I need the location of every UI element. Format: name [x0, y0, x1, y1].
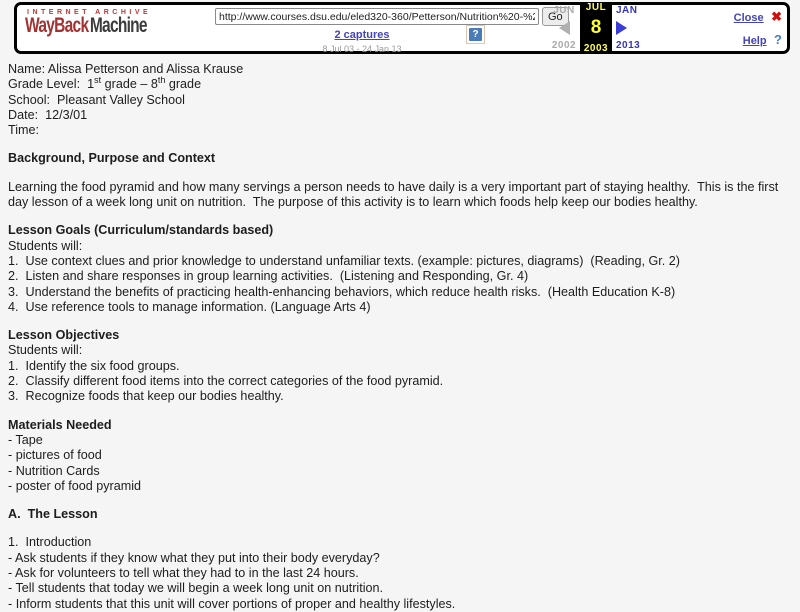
prev-year-label: 2002 — [551, 40, 577, 51]
lesson-goal-item: 3. Understand the benefits of practicing health-enhancing behaviors, which reduce health risks. (Health Education K-8) — [8, 284, 676, 299]
question-mark-icon: ? — [469, 28, 482, 41]
url-input[interactable] — [215, 8, 539, 25]
captures-block — [282, 25, 442, 54]
wordmark-machine: Machine — [89, 14, 147, 37]
introduction-item: - Inform students that this unit will cover portions of proper and healthy lifestyles. — [8, 596, 456, 611]
next-month-label[interactable]: JAN — [616, 5, 638, 16]
next-capture-arrow-icon[interactable] — [616, 21, 627, 35]
lesson-objectives-intro: Students will: — [8, 343, 83, 358]
current-day-label: 8 — [590, 17, 602, 38]
material-item: - poster of food pyramid — [8, 478, 141, 493]
introduction-heading: 1. Introduction — [8, 535, 92, 550]
archived-page-content — [8, 62, 794, 612]
timeline-help-icon[interactable] — [466, 25, 485, 44]
materials-section — [8, 418, 794, 494]
lesson-goals-intro: Students will: — [8, 238, 83, 253]
prev-capture-arrow-icon — [559, 21, 570, 35]
lesson-heading: A. The Lesson — [8, 507, 98, 522]
lesson-goal-item: 1. Use context clues and prior knowledge to understand unfamiliar texts. (example: pictures, diagrams) (Reading, Gr. 2) — [8, 253, 680, 268]
lesson-goals-section — [8, 223, 794, 315]
prev-month-label: JUN — [553, 5, 575, 16]
doc-time-line: Time: — [8, 123, 40, 138]
ordinal-sup: th — [157, 75, 166, 86]
lesson-objective-item: 1. Identify the six food groups. — [8, 358, 180, 373]
wayback-logo[interactable] — [25, 9, 190, 35]
lesson-goals-heading: Lesson Goals (Curriculum/standards based) — [8, 223, 274, 238]
close-toolbar-block — [734, 8, 782, 26]
introduction-item: - Ask for volunteers to tell what they had to in the last 24 hours. — [8, 566, 359, 581]
help-link[interactable]: Help — [742, 35, 767, 47]
doc-header-block — [8, 62, 794, 138]
lesson-objectives-heading: Lesson Objectives — [8, 328, 120, 343]
close-link[interactable]: Close — [733, 12, 764, 24]
current-year-label: 2003 — [583, 43, 609, 54]
lesson-objectives-section — [8, 328, 794, 404]
introduction-section — [8, 535, 794, 611]
lesson-section — [8, 507, 794, 522]
current-month-label: JUL — [585, 2, 607, 13]
doc-date-line: Date: 12/3/01 — [8, 107, 88, 122]
wordmark-wayback: WayBack — [25, 14, 89, 37]
lesson-objective-item: 2. Classify different food items into the correct categories of the food pyramid. — [8, 374, 444, 389]
material-item: - Tape — [8, 432, 43, 447]
captures-date-range: 8 Jul 03 - 24 Jan 13 — [322, 44, 402, 54]
current-capture-cell — [580, 2, 612, 54]
background-heading: Background, Purpose and Context — [8, 151, 216, 166]
internet-archive-label: INTERNET ARCHIVE — [27, 9, 152, 16]
material-item: - Nutrition Cards — [8, 463, 100, 478]
lesson-goal-item: 4. Use reference tools to manage information. (Language Arts 4) — [8, 299, 371, 314]
doc-grade-line: Grade Level: 1st grade – 8th grade — [8, 75, 202, 92]
introduction-item: - Ask students if they know what they put into their body everyday? — [8, 550, 380, 565]
help-block — [743, 31, 782, 49]
go-button[interactable]: Go — [542, 7, 569, 26]
close-icon[interactable]: ✖ — [771, 9, 782, 24]
next-year-label[interactable]: 2013 — [616, 40, 641, 51]
doc-school-line: School: Pleasant Valley School — [8, 92, 185, 107]
captures-link[interactable]: 2 captures — [334, 29, 390, 41]
introduction-item: - Tell students that today we will begin a week long unit on nutrition. — [8, 581, 384, 596]
prev-capture-column — [548, 5, 580, 51]
materials-heading: Materials Needed — [8, 417, 112, 432]
lesson-objective-item: 3. Recognize foods that keep our bodies healthy. — [8, 389, 284, 404]
background-paragraph: Learning the food pyramid and how many servings a person needs to have daily is a very important part of staying healthy. This is the first day lesson of a week long unit on nutrition. The purpose of this activity is to learn which foods help keep our bodies healthy. — [8, 179, 782, 210]
ordinal-sup: st — [94, 75, 102, 86]
doc-name-line: Name: Alissa Petterson and Alissa Krause — [8, 62, 244, 76]
wayback-machine-wordmark — [25, 16, 147, 35]
wayback-toolbar — [14, 2, 790, 54]
help-icon[interactable]: ? — [774, 32, 782, 47]
background-section — [8, 151, 794, 166]
next-capture-column — [614, 5, 650, 51]
lesson-goal-item: 2. Listen and share responses in group learning activities. (Listening and Responding, Gr. 4) — [8, 269, 529, 284]
material-item: - pictures of food — [8, 448, 102, 463]
